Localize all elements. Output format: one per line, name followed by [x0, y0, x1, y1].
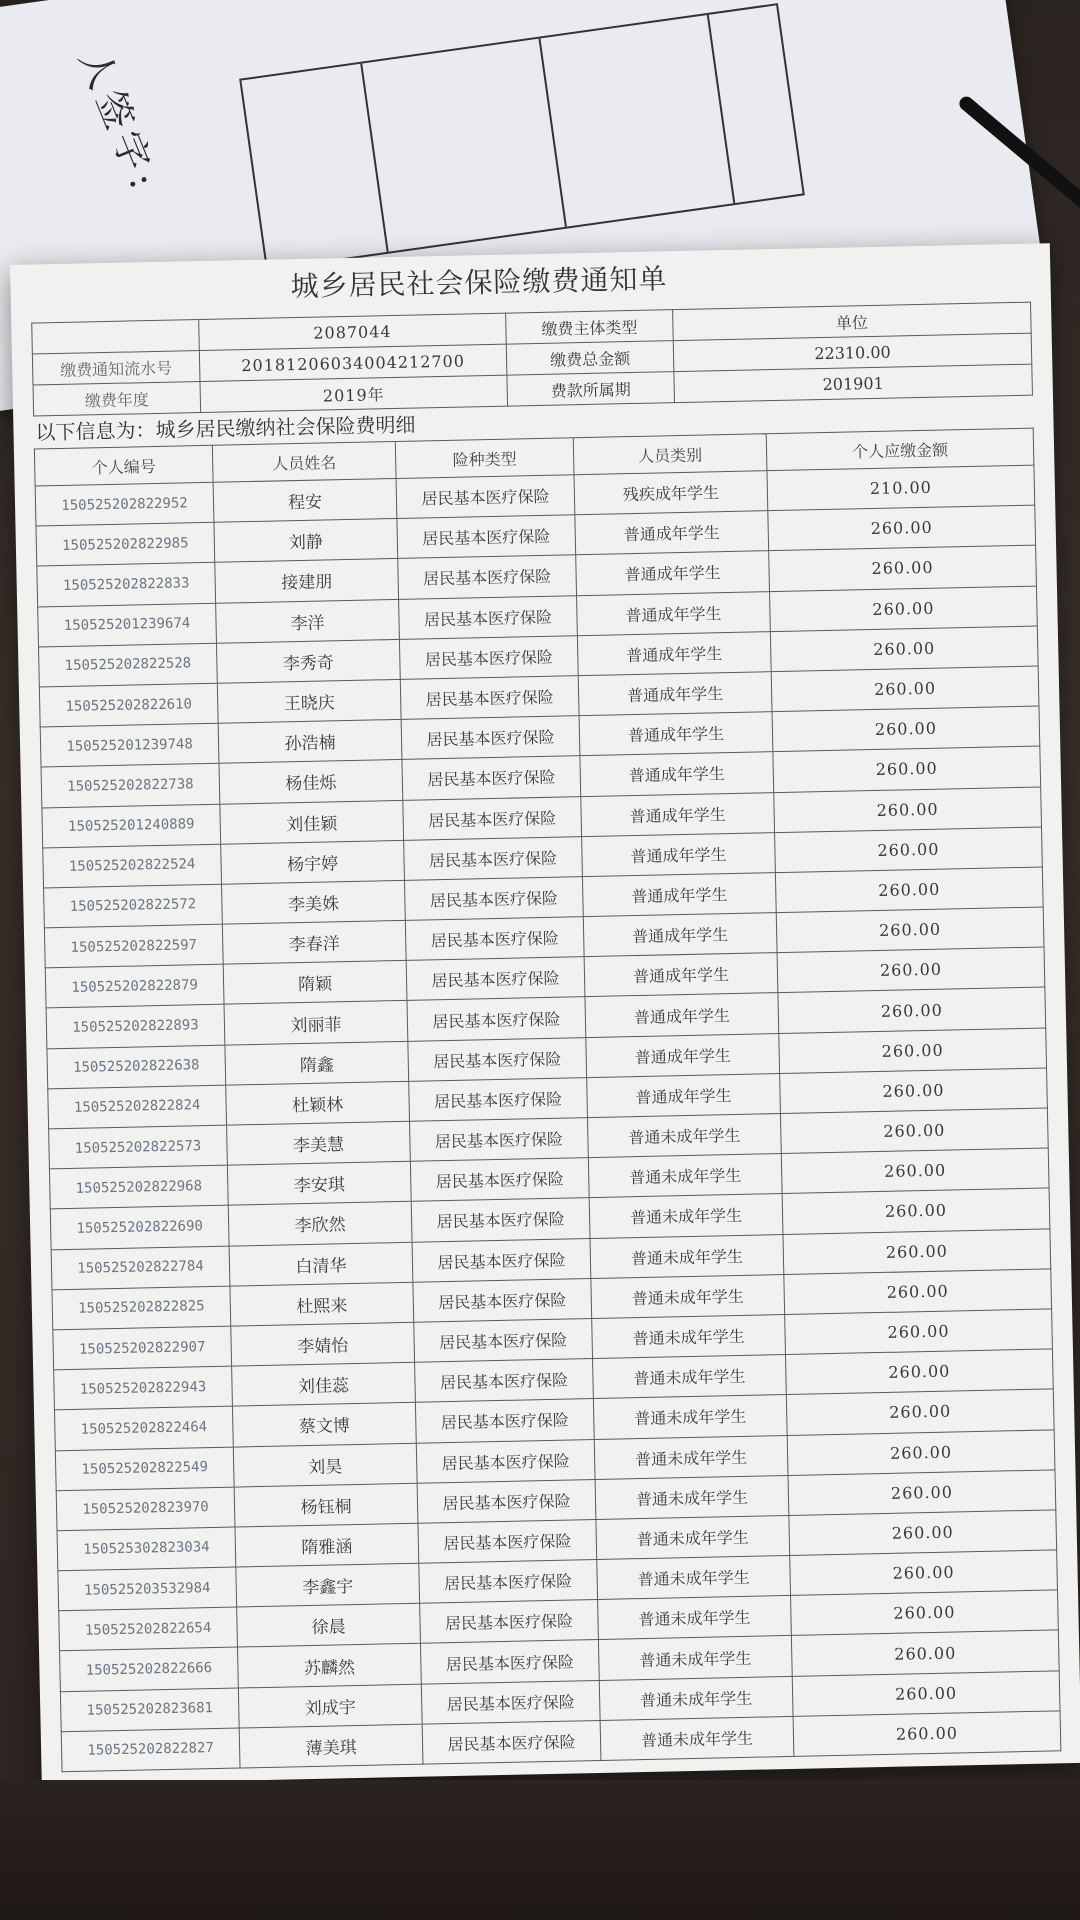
- insurance-type-cell: 居民基本医疗保险: [402, 756, 581, 800]
- col-header-amount: 个人应缴金额: [766, 428, 1034, 471]
- summary-table: [31, 302, 1033, 417]
- person-name-cell: 孙浩楠: [218, 720, 402, 764]
- insurance-type-cell: 居民基本医疗保险: [403, 796, 582, 840]
- person-name-cell: 杜熙来: [230, 1282, 414, 1326]
- summary-value: 2019年: [200, 375, 508, 412]
- amount-cell: 260.00: [768, 505, 1036, 551]
- insurance-type-cell: 居民基本医疗保险: [413, 1278, 592, 1322]
- summary-value: 2087044: [199, 313, 507, 350]
- insurance-type-cell: 居民基本医疗保险: [421, 1680, 600, 1724]
- amount-cell: 260.00: [775, 827, 1043, 873]
- insurance-type-cell: 居民基本医疗保险: [406, 957, 585, 1001]
- insurance-type-cell: 居民基本医疗保险: [412, 1238, 591, 1282]
- summary-label: 缴费年度: [33, 382, 201, 416]
- amount-cell: 260.00: [781, 1148, 1049, 1194]
- detail-caption: 以下信息为：城乡居民缴纳社会保险费明细: [35, 412, 416, 445]
- insurance-type-cell: 居民基本医疗保险: [400, 676, 579, 720]
- person-category-cell: 普通未成年学生: [588, 1154, 782, 1198]
- person-name-cell: 李婧怡: [231, 1322, 415, 1366]
- summary-label: 费款所属期: [507, 372, 675, 406]
- person-name-cell: 杨钰桐: [234, 1483, 418, 1527]
- person-category-cell: 普通未成年学生: [597, 1556, 791, 1600]
- amount-cell: 210.00: [767, 465, 1035, 511]
- summary-label: [32, 320, 200, 354]
- col-header-id: 个人编号: [34, 445, 213, 486]
- person-name-cell: 隋雅涵: [235, 1523, 419, 1567]
- person-name-cell: 苏麟然: [238, 1644, 422, 1688]
- amount-cell: 260.00: [770, 626, 1038, 672]
- person-id-cell: 150525202822879: [45, 964, 224, 1008]
- person-category-cell: 普通未成年学生: [598, 1596, 792, 1640]
- amount-cell: 260.00: [791, 1630, 1059, 1676]
- amount-cell: 260.00: [785, 1309, 1053, 1355]
- person-id-cell: 150525202822738: [41, 764, 220, 808]
- amount-cell: 260.00: [773, 746, 1041, 792]
- person-category-cell: 普通未成年学生: [599, 1676, 793, 1720]
- person-name-cell: 程安: [213, 478, 397, 522]
- person-category-cell: 普通未成年学生: [595, 1475, 789, 1519]
- summary-value: 20181206034004212700: [199, 344, 507, 381]
- person-name-cell: 徐晨: [237, 1603, 421, 1647]
- person-name-cell: 刘成宇: [238, 1684, 422, 1728]
- summary-label: 缴费主体类型: [506, 310, 674, 344]
- person-category-cell: 普通未成年学生: [600, 1716, 794, 1760]
- person-category-cell: 普通未成年学生: [596, 1515, 790, 1559]
- person-id-cell: 150525202822524: [43, 844, 222, 888]
- summary-value: 单位: [673, 302, 1032, 340]
- person-category-cell: 普通成年学生: [584, 953, 778, 997]
- person-category-cell: 普通成年学生: [583, 913, 777, 957]
- person-id-cell: 150525202822952: [35, 482, 214, 526]
- person-name-cell: 李欣然: [228, 1202, 412, 1246]
- person-name-cell: 李美姝: [222, 880, 406, 924]
- person-category-cell: 普通成年学生: [586, 1033, 780, 1077]
- person-id-cell: 150525202823681: [60, 1688, 239, 1732]
- person-id-cell: 150525202822549: [55, 1447, 234, 1491]
- person-name-cell: 杜颖林: [226, 1081, 410, 1125]
- person-category-cell: 普通未成年学生: [592, 1314, 786, 1358]
- amount-cell: 260.00: [792, 1670, 1060, 1716]
- person-name-cell: 隋鑫: [225, 1041, 409, 1085]
- person-id-cell: 150525202822666: [60, 1647, 239, 1691]
- person-category-cell: 普通成年学生: [587, 1073, 781, 1117]
- person-name-cell: 白清华: [229, 1242, 413, 1286]
- person-id-cell: 150525201239674: [38, 603, 217, 647]
- person-category-cell: 普通未成年学生: [593, 1355, 787, 1399]
- person-id-cell: 150525202822985: [36, 522, 215, 566]
- person-category-cell: 普通成年学生: [575, 511, 769, 555]
- insurance-type-cell: 居民基本医疗保险: [414, 1318, 593, 1362]
- person-id-cell: 150525202822833: [37, 563, 216, 607]
- col-header-insurance-type: 险种类型: [395, 438, 574, 479]
- amount-cell: 260.00: [780, 1108, 1048, 1154]
- insurance-type-cell: 居民基本医疗保险: [420, 1640, 599, 1684]
- amount-cell: 260.00: [786, 1389, 1054, 1435]
- amount-cell: 260.00: [793, 1711, 1061, 1757]
- document-title: 城乡居民社会保险缴费通知单: [290, 262, 668, 304]
- person-id-cell: 150525202822528: [39, 643, 218, 687]
- person-category-cell: 普通未成年学生: [587, 1114, 781, 1158]
- amount-cell: 260.00: [791, 1590, 1059, 1636]
- person-id-cell: 150525202822893: [46, 1005, 225, 1049]
- person-category-cell: 普通成年学生: [580, 752, 774, 796]
- insurance-type-cell: 居民基本医疗保险: [399, 595, 578, 639]
- person-name-cell: 李鑫宇: [236, 1563, 420, 1607]
- detail-table: [34, 428, 1062, 1773]
- insurance-type-cell: 居民基本医疗保险: [415, 1359, 594, 1403]
- insurance-type-cell: 居民基本医疗保险: [420, 1600, 599, 1644]
- amount-cell: 260.00: [790, 1550, 1058, 1596]
- person-id-cell: 150525202822572: [44, 884, 223, 928]
- amount-cell: 260.00: [779, 1028, 1047, 1074]
- person-category-cell: 普通成年学生: [582, 832, 776, 876]
- person-category-cell: 普通成年学生: [576, 551, 770, 595]
- person-category-cell: 普通成年学生: [577, 591, 771, 635]
- insurance-type-cell: 居民基本医疗保险: [397, 515, 576, 559]
- person-category-cell: 普通未成年学生: [594, 1435, 788, 1479]
- summary-label: 缴费通知流水号: [32, 351, 200, 385]
- person-id-cell: 150525202822907: [53, 1326, 232, 1370]
- insurance-type-cell: 居民基本医疗保险: [396, 475, 575, 519]
- insurance-type-cell: 居民基本医疗保险: [398, 555, 577, 599]
- amount-cell: 260.00: [782, 1188, 1050, 1234]
- amount-cell: 260.00: [783, 1228, 1051, 1274]
- amount-cell: 260.00: [769, 586, 1037, 632]
- col-header-category: 人员类别: [573, 434, 767, 475]
- amount-cell: 260.00: [787, 1429, 1055, 1475]
- col-header-name: 人员姓名: [212, 441, 396, 482]
- person-category-cell: 普通未成年学生: [598, 1636, 792, 1680]
- person-id-cell: 150525202822573: [49, 1125, 228, 1169]
- amount-cell: 260.00: [775, 867, 1043, 913]
- person-category-cell: 普通未成年学生: [593, 1395, 787, 1439]
- person-name-cell: 李美慧: [227, 1121, 411, 1165]
- signature-label: 人签字:: [70, 43, 169, 200]
- person-name-cell: 刘佳颖: [220, 800, 404, 844]
- person-id-cell: 150525201239748: [40, 723, 219, 767]
- person-name-cell: 刘昊: [233, 1443, 417, 1487]
- insurance-type-cell: 居民基本医疗保险: [418, 1519, 597, 1563]
- insurance-type-cell: 居民基本医疗保险: [415, 1399, 594, 1443]
- amount-cell: 260.00: [785, 1349, 1053, 1395]
- summary-value: 201901: [674, 364, 1033, 402]
- person-category-cell: 普通未成年学生: [590, 1234, 784, 1278]
- person-category-cell: 残疾成年学生: [574, 471, 768, 515]
- amount-cell: 260.00: [772, 706, 1040, 752]
- insurance-type-cell: 居民基本医疗保险: [411, 1198, 590, 1242]
- person-category-cell: 普通成年学生: [585, 993, 779, 1037]
- person-name-cell: 李洋: [216, 599, 400, 643]
- person-id-cell: 150525203532984: [58, 1567, 237, 1611]
- table-surface: [0, 1780, 1080, 1920]
- person-id-cell: 150525202822827: [61, 1728, 240, 1772]
- person-category-cell: 普通成年学生: [578, 672, 772, 716]
- person-id-cell: 150525202822690: [50, 1206, 229, 1250]
- insurance-type-cell: 居民基本医疗保险: [405, 917, 584, 961]
- person-name-cell: 李秀奇: [216, 639, 400, 683]
- amount-cell: 260.00: [776, 907, 1044, 953]
- person-name-cell: 接建朋: [215, 559, 399, 603]
- insurance-type-cell: 居民基本医疗保险: [410, 1118, 589, 1162]
- insurance-type-cell: 居民基本医疗保险: [419, 1560, 598, 1604]
- insurance-type-cell: 居民基本医疗保险: [416, 1439, 595, 1483]
- insurance-type-cell: 居民基本医疗保险: [407, 997, 586, 1041]
- amount-cell: 260.00: [769, 545, 1037, 591]
- amount-cell: 260.00: [774, 787, 1042, 833]
- person-id-cell: 150525202822943: [54, 1366, 233, 1410]
- person-name-cell: 刘静: [214, 519, 398, 563]
- person-id-cell: 150525202822654: [59, 1607, 238, 1651]
- summary-label: 缴费总金额: [506, 341, 674, 375]
- person-id-cell: 150525202823970: [56, 1487, 235, 1531]
- insurance-type-cell: 居民基本医疗保险: [417, 1479, 596, 1523]
- person-name-cell: 隋颖: [223, 961, 407, 1005]
- person-id-cell: 150525202822597: [44, 924, 223, 968]
- insurance-type-cell: 居民基本医疗保险: [408, 1037, 587, 1081]
- person-category-cell: 普通未成年学生: [591, 1274, 785, 1318]
- insurance-type-cell: 居民基本医疗保险: [410, 1158, 589, 1202]
- person-name-cell: 李春洋: [222, 920, 406, 964]
- person-category-cell: 普通成年学生: [579, 712, 773, 756]
- person-id-cell: 150525202822638: [47, 1045, 226, 1089]
- summary-value: 22310.00: [673, 333, 1032, 371]
- person-name-cell: 蔡文博: [232, 1403, 416, 1447]
- person-name-cell: 王晓庆: [217, 679, 401, 723]
- person-id-cell: 150525201240889: [42, 804, 221, 848]
- insurance-type-cell: 居民基本医疗保险: [399, 635, 578, 679]
- amount-cell: 260.00: [780, 1068, 1048, 1114]
- person-id-cell: 150525202822968: [49, 1165, 228, 1209]
- person-category-cell: 普通成年学生: [577, 631, 771, 675]
- person-id-cell: 150525202822825: [52, 1286, 231, 1330]
- amount-cell: 260.00: [789, 1510, 1057, 1556]
- person-name-cell: 李安琪: [227, 1161, 411, 1205]
- insurance-type-cell: 居民基本医疗保险: [401, 716, 580, 760]
- person-id-cell: 150525202822610: [39, 683, 218, 727]
- insurance-type-cell: 居民基本医疗保险: [422, 1720, 601, 1764]
- person-name-cell: 杨宇婷: [221, 840, 405, 884]
- person-id-cell: 150525302823034: [57, 1527, 236, 1571]
- person-id-cell: 150525202822464: [54, 1406, 233, 1450]
- amount-cell: 260.00: [788, 1470, 1056, 1516]
- person-id-cell: 150525202822824: [48, 1085, 227, 1129]
- payment-notice-sheet: [10, 243, 1080, 1784]
- person-category-cell: 普通成年学生: [581, 792, 775, 836]
- insurance-type-cell: 居民基本医疗保险: [404, 836, 583, 880]
- person-name-cell: 杨佳烁: [219, 760, 403, 804]
- amount-cell: 260.00: [771, 666, 1039, 712]
- amount-cell: 260.00: [777, 947, 1045, 993]
- amount-cell: 260.00: [778, 987, 1046, 1033]
- person-name-cell: 薄美琪: [239, 1724, 423, 1768]
- person-category-cell: 普通未成年学生: [589, 1194, 783, 1238]
- person-name-cell: 刘佳蕊: [232, 1362, 416, 1406]
- person-name-cell: 刘丽菲: [224, 1001, 408, 1045]
- insurance-type-cell: 居民基本医疗保险: [404, 877, 583, 921]
- person-id-cell: 150525202822784: [51, 1246, 230, 1290]
- person-category-cell: 普通成年学生: [582, 872, 776, 916]
- insurance-type-cell: 居民基本医疗保险: [409, 1077, 588, 1121]
- amount-cell: 260.00: [784, 1269, 1052, 1315]
